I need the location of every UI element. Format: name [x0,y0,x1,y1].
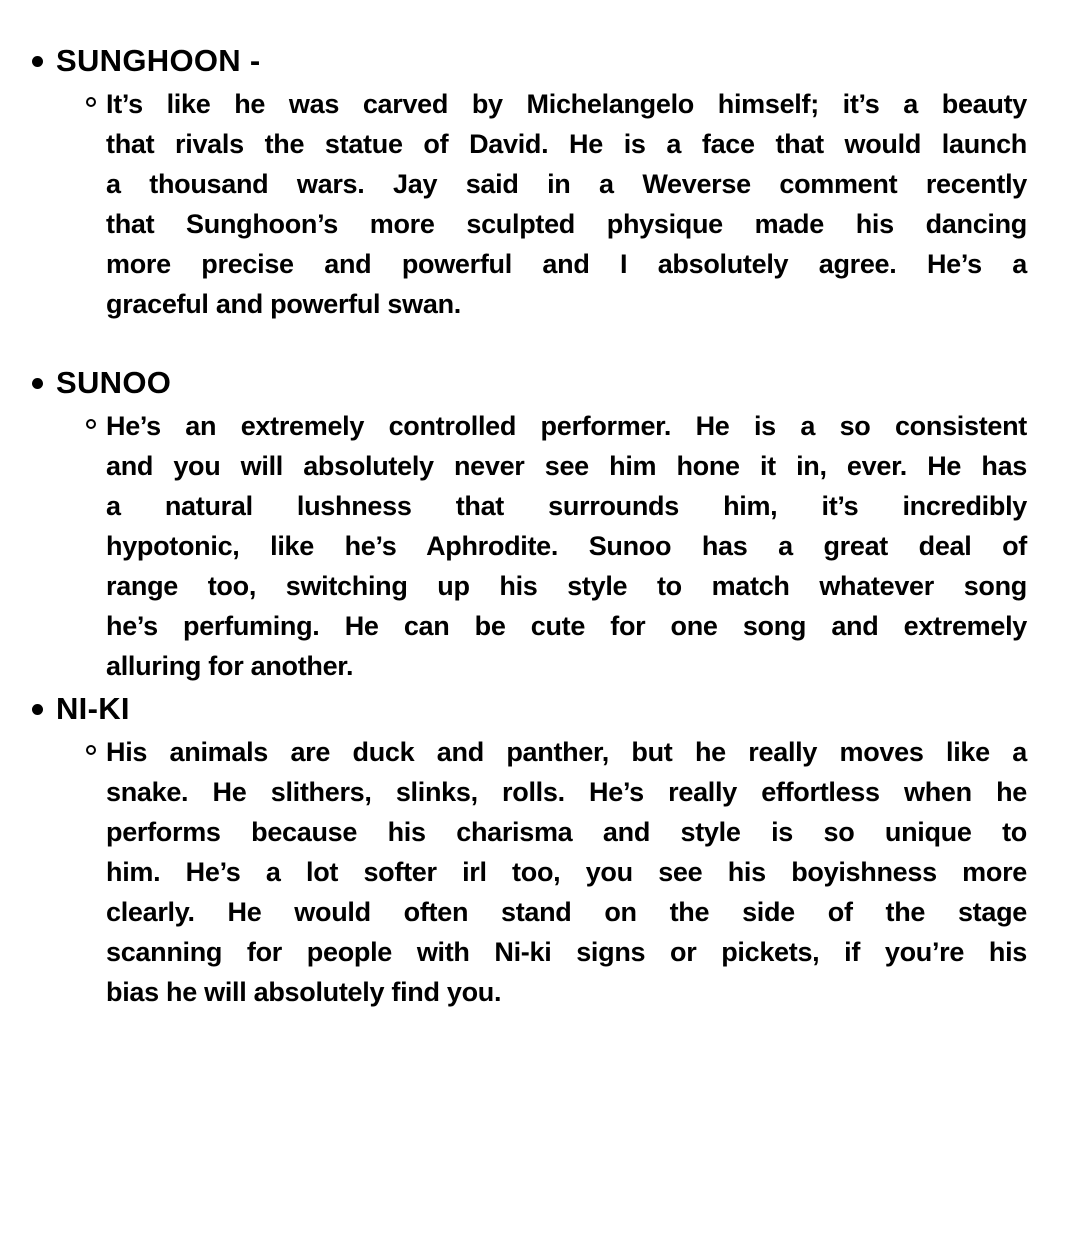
paragraph-line: His animals are duck and panther, but he really moves like a [106,737,1027,767]
sub-bullet-icon [86,97,96,107]
paragraph-line: hypotonic, like he’s Aphrodite. Sunoo has a great deal of [106,531,1027,561]
paragraph-line: him. He’s a lot softer irl too, you see his boyishness more [106,857,1027,887]
sub-bullet-row [30,732,1032,1012]
member-heading-sunoo: SUNOO [56,365,172,400]
sub-bullet-row [30,406,1032,686]
bullet-icon [32,56,43,67]
paragraph-line: he’s perfuming. He can be cute for one song and extremely [106,611,1027,641]
paragraph-line: that Sunghoon’s more sculpted physique made his dancing [106,209,1027,239]
paragraph-line: a thousand wars. Jay said in a Weverse comment recently [106,169,1027,199]
paragraph-line: a natural lushness that surrounds him, it’s incredibly [106,491,1027,521]
member-heading-niki: NI-KI [56,691,130,726]
paragraph-line: He’s an extremely controlled performer. He is a so consistent [106,411,1027,441]
paragraph-niki [106,732,1027,1012]
section-niki [30,692,1032,1012]
paragraph-line: snake. He slithers, slinks, rolls. He’s really effortless when he [106,777,1027,807]
paragraph-sunghoon [106,84,1027,324]
sub-bullet-icon [86,745,96,755]
paragraph-sunoo [106,406,1027,686]
paragraph-line: range too, switching up his style to match whatever song [106,571,1027,601]
bullet-row [30,366,1032,400]
paragraph-line: more precise and powerful and I absolutely agree. He’s a [106,249,1027,279]
paragraph-line: It’s like he was carved by Michelangelo himself; it’s a beauty [106,89,1027,119]
bullet-row [30,44,1032,78]
paragraph-line: bias he will absolutely find you. [106,977,502,1007]
paragraph-line: alluring for another. [106,651,354,681]
section-sunghoon [30,44,1032,324]
paragraph-line: scanning for people with Ni-ki signs or pickets, if you’re his [106,937,1027,967]
bullet-icon [32,704,43,715]
bullet-row [30,692,1032,726]
section-sunoo [30,366,1032,686]
paragraph-line: clearly. He would often stand on the side of the stage [106,897,1027,927]
bullet-icon [32,378,43,389]
paragraph-line: performs because his charisma and style is so unique to [106,817,1027,847]
sub-bullet-row [30,84,1032,324]
paragraph-line: that rivals the statue of David. He is a face that would launch [106,129,1027,159]
member-heading-sunghoon: SUNGHOON - [56,43,261,78]
sub-bullet-icon [86,419,96,429]
paragraph-line: and you will absolutely never see him hone it in, ever. He has [106,451,1027,481]
paragraph-line: graceful and powerful swan. [106,289,461,319]
